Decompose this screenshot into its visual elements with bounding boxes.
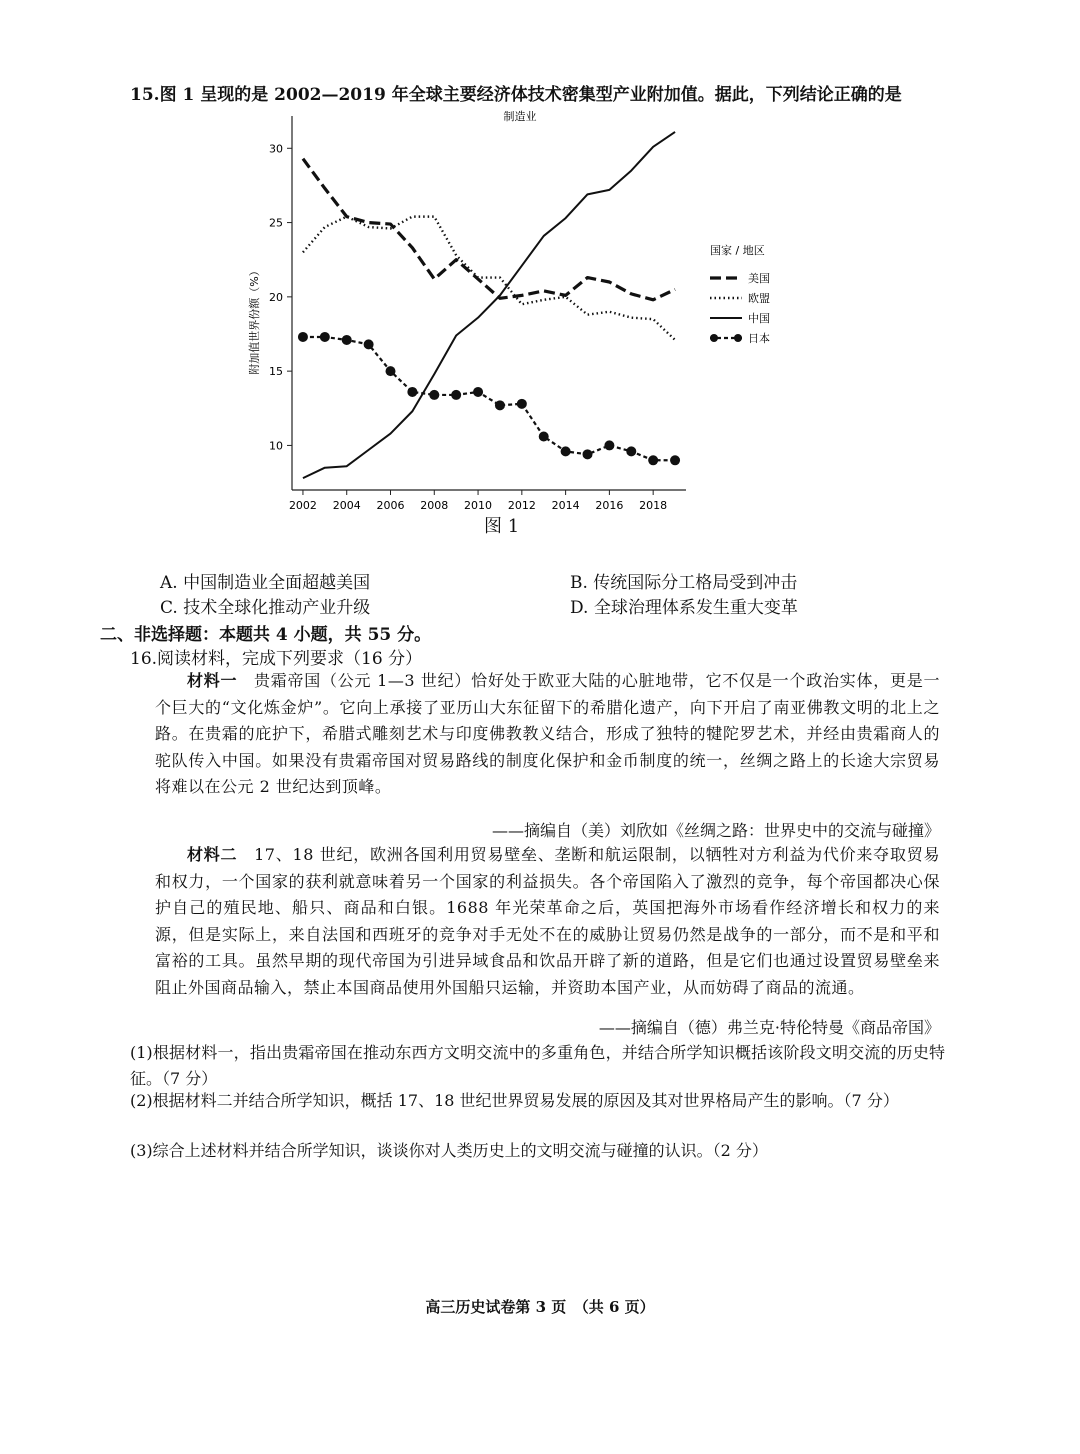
x-tick-label: 2004 bbox=[332, 499, 361, 512]
series-line-3 bbox=[303, 132, 675, 478]
series-point bbox=[626, 446, 636, 456]
y-tick-label: 10 bbox=[269, 439, 283, 453]
series-point bbox=[407, 387, 417, 397]
section-title: 二、非选择题：本题共 4 小题，共 55 分。 bbox=[100, 625, 432, 645]
series-point bbox=[561, 446, 571, 456]
series-point bbox=[386, 366, 396, 376]
series-point bbox=[342, 335, 352, 345]
series-point bbox=[539, 432, 549, 442]
y-tick-label: 30 bbox=[269, 142, 283, 156]
x-tick-label: 2008 bbox=[420, 499, 449, 512]
material-1-label: 材料一 bbox=[187, 671, 238, 690]
figure-caption: 图 1 bbox=[484, 516, 520, 537]
series-line-2 bbox=[303, 217, 675, 340]
series-point bbox=[320, 332, 330, 342]
chart-series bbox=[298, 132, 680, 478]
material-1-source: ——摘编自（美）刘欣如《丝绸之路：世界史中的交流与碰撞》 bbox=[491, 821, 940, 840]
series-point bbox=[583, 449, 593, 459]
x-tick-label: 2002 bbox=[288, 499, 317, 512]
manufacturing-line-chart bbox=[240, 100, 800, 520]
chart-axes bbox=[269, 116, 686, 512]
option-a: A. 中国制造业全面超越美国 bbox=[160, 573, 371, 593]
material-2 bbox=[155, 842, 940, 1001]
legend-marker bbox=[710, 334, 718, 342]
series-point bbox=[648, 455, 658, 465]
x-tick-label: 2012 bbox=[507, 499, 536, 512]
series-point bbox=[604, 440, 614, 450]
legend-title: 国家 / 地区 bbox=[710, 244, 765, 257]
series-point bbox=[364, 339, 374, 349]
series-line-4 bbox=[303, 337, 675, 460]
x-tick-label: 2018 bbox=[639, 499, 668, 512]
series-point bbox=[298, 332, 308, 342]
series-point bbox=[429, 390, 439, 400]
option-d: D. 全球治理体系发生重大变革 bbox=[570, 598, 798, 618]
series-point bbox=[451, 390, 461, 400]
material-1 bbox=[155, 668, 940, 801]
chart-legend bbox=[710, 243, 770, 345]
series-point bbox=[495, 400, 505, 410]
page-footer: 高三历史试卷第 3 页 （共 6 页） bbox=[425, 1298, 655, 1316]
material-2-source: ——摘编自（德）弗兰克·特伦特曼《商品帝国》 bbox=[598, 1018, 940, 1037]
question-16-1: (1)根据材料一，指出贵霜帝国在推动东西方文明交流中的多重角色，并结合所学知识概括该阶段文明交流的历史特征。（7 分） bbox=[130, 1043, 945, 1088]
material-2-text: 17、18 世纪，欧洲各国利用贸易壁垒、垄断和航运限制，以牺牲对方利益为代价来夺取贸易和权力，一个国家的获利就意味着另一个国家的利益损失。各个帝国陷入了激烈的竞争，每个帝国都决心保护自己的殖民地、船只、商品和白银。1688 年光荣革命之后，英国把海外市场看作经济增长和权力的来源，但是实际上，来自法国和西班牙的竞争对手无处不在的威胁让贸易仍然是战争的一部分，而不是和平和富裕的工具。虽然早期的现代帝国为引进异域食品和饮品开辟了新的道路，但是它们也通过设置贸易壁垒来阻止外国商品输入，禁止本国商品使用外国船只运输，并资助本国产业，从而妨碍了商品的流通。 bbox=[155, 845, 940, 997]
series-point bbox=[473, 387, 483, 397]
option-c: C. 技术全球化推动产业升级 bbox=[160, 598, 371, 618]
question-16-2: (2)根据材料二并结合所学知识，概括 17、18 世纪世界贸易发展的原因及其对世界格局产生的影响。（7 分） bbox=[130, 1091, 899, 1110]
series-point bbox=[517, 399, 527, 409]
legend-marker bbox=[734, 334, 742, 342]
y-tick-label: 15 bbox=[269, 365, 283, 379]
legend-entry-4: 日本 bbox=[748, 332, 770, 345]
legend-entry-1: 美国 bbox=[748, 272, 770, 285]
x-tick-label: 2016 bbox=[595, 499, 624, 512]
x-tick-label: 2010 bbox=[464, 499, 493, 512]
y-tick-label: 25 bbox=[269, 216, 283, 230]
question-16-stem: 16.阅读材料，完成下列要求（16 分） bbox=[130, 649, 423, 669]
y-axis-label: 附加值世界份额（%） bbox=[248, 265, 261, 375]
question-16-3: (3)综合上述材料并结合所学知识，谈谈你对人类历史上的文明交流与碰撞的认识。（2 分） bbox=[130, 1141, 768, 1160]
chart-title: 制造业 bbox=[503, 110, 537, 123]
material-1-text: 贵霜帝国（公元 1—3 世纪）恰好处于欧亚大陆的心脏地带，它不仅是一个政治实体，更是一个巨大的“文化炼金炉”。它向上承接了亚历山大东征留下的希腊化遗产，向下开启了南亚佛教文明的北上之路。在贵霜的庇护下，希腊式雕刻艺术与印度佛教教义结合，形成了独特的犍陀罗艺术，并经由贵霜商人的驼队传入中国。如果没有贵霜帝国对贸易路线的制度化保护和金币制度的统一，丝绸之路上的长途大宗贸易将难以在公元 2 世纪达到顶峰。 bbox=[155, 671, 940, 796]
series-line-1 bbox=[303, 159, 675, 300]
question-15-stem: 15.图 1 呈现的是 2002—2019 年全球主要经济体技术密集型产业附加值。据此，下列结论正确的是 bbox=[130, 85, 902, 105]
x-tick-label: 2014 bbox=[551, 499, 580, 512]
legend-entry-3: 中国 bbox=[748, 312, 770, 325]
x-tick-label: 2006 bbox=[376, 499, 405, 512]
option-b: B. 传统国际分工格局受到冲击 bbox=[570, 573, 798, 593]
series-point bbox=[670, 455, 680, 465]
material-2-label: 材料二 bbox=[187, 845, 238, 864]
y-tick-label: 20 bbox=[269, 290, 283, 304]
legend-entry-2: 欧盟 bbox=[748, 292, 770, 305]
